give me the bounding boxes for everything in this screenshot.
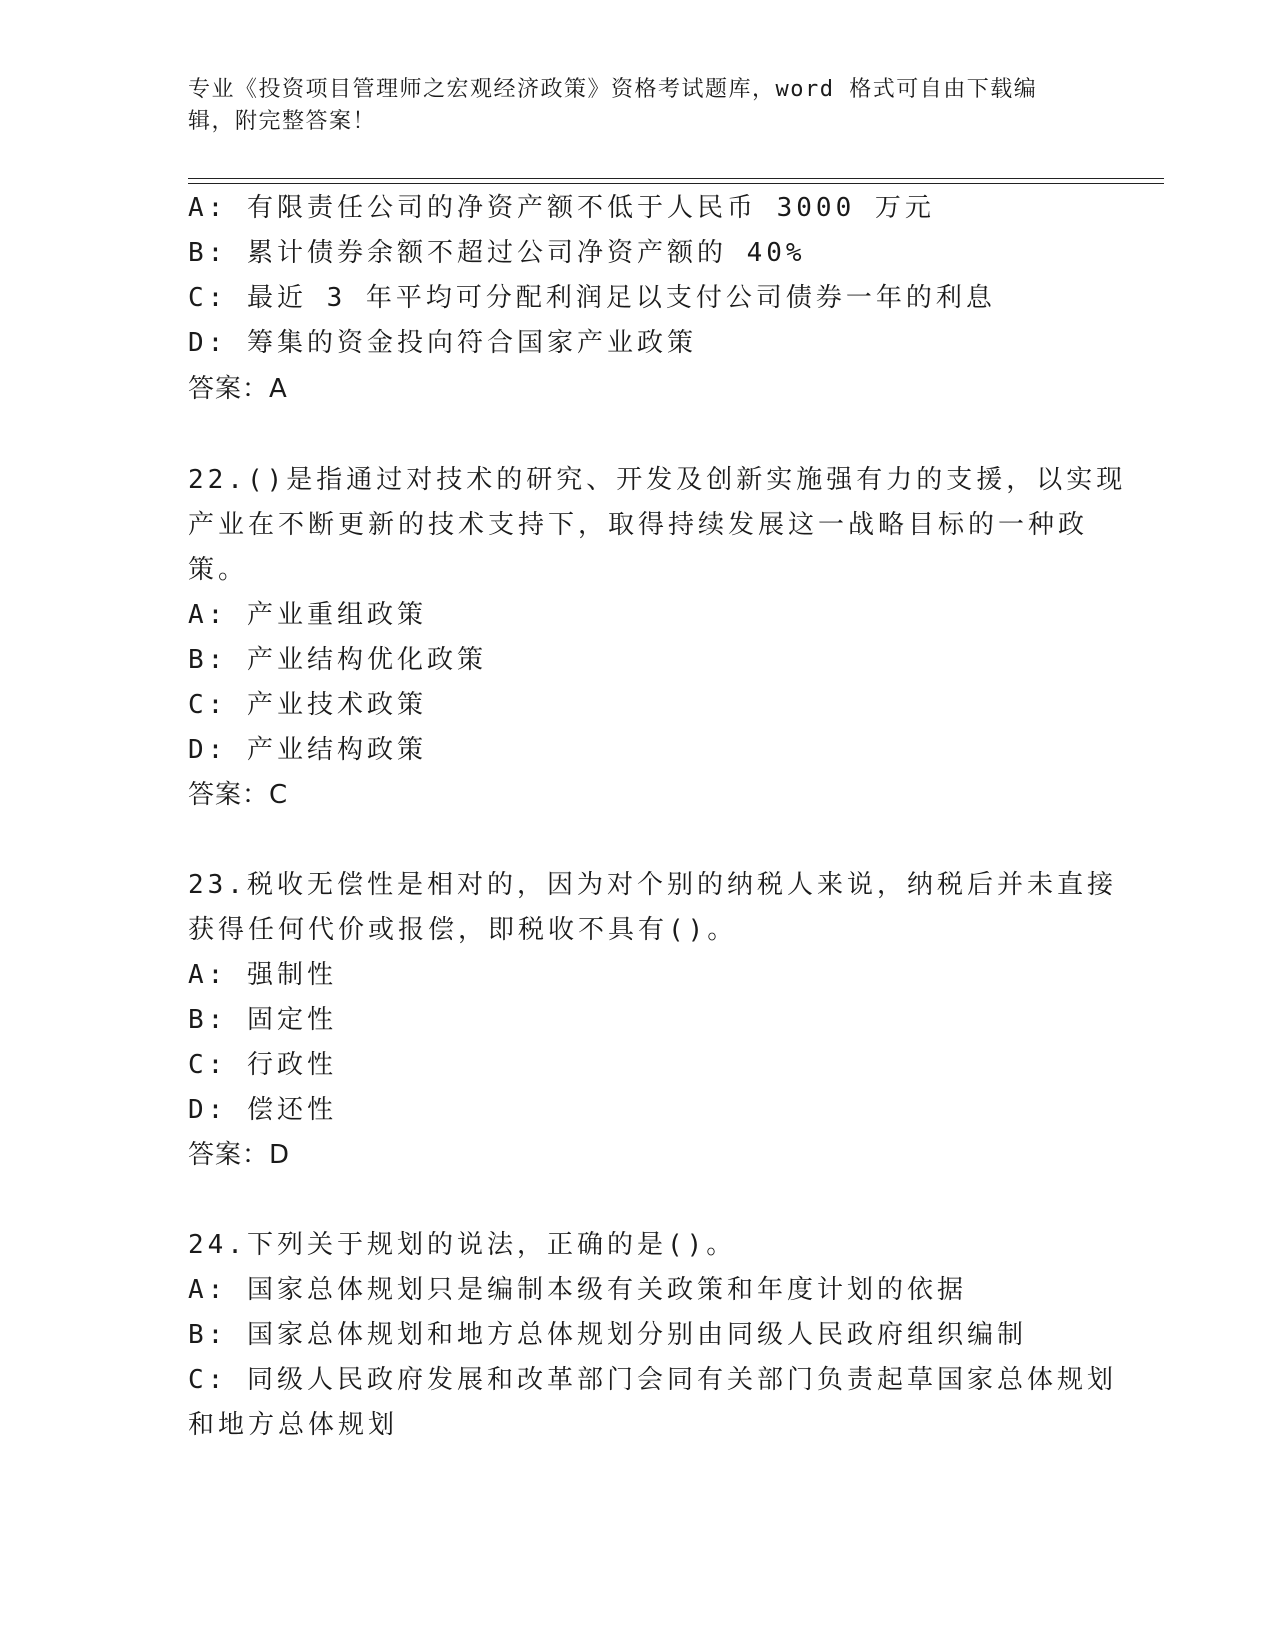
header-line-1: 专业《投资项目管理师之宏观经济政策》资格考试题库，word 格式可自由下载编 xyxy=(188,77,1038,102)
q23-option-c: C: 行政性 xyxy=(188,1050,337,1080)
q23-option-d: D: 偿还性 xyxy=(188,1095,337,1125)
q21-option-d: D: 筹集的资金投向符合国家产业政策 xyxy=(188,328,697,358)
q23-option-b: B: 固定性 xyxy=(188,1005,337,1035)
q21-option-a: A: 有限责任公司的净资产额不低于人民币 3000 万元 xyxy=(188,193,935,223)
q24-option-b: B: 国家总体规划和地方总体规划分别由同级人民政府组织编制 xyxy=(188,1320,1027,1350)
q24-option-a: A: 国家总体规划只是编制本级有关政策和年度计划的依据 xyxy=(188,1275,967,1305)
q22-stem-line-3: 策。 xyxy=(188,555,249,585)
q22-option-a: A: 产业重组政策 xyxy=(188,600,427,630)
q22-option-b: B: 产业结构优化政策 xyxy=(188,645,487,675)
q24-option-c: C: 同级人民政府发展和改革部门会同有关部门负责起草国家总体规划 xyxy=(188,1365,1117,1395)
document-header xyxy=(188,74,1088,138)
header-rule-top xyxy=(188,178,1164,179)
q22-stem-line-1: 22.()是指通过对技术的研究、开发及创新实施强有力的支援，以实现 xyxy=(188,465,1127,495)
header-rule-bottom xyxy=(188,183,1164,184)
q23-answer: 答案：D xyxy=(188,1140,291,1170)
q22-answer: 答案：C xyxy=(188,780,289,810)
q21-answer: 答案：A xyxy=(188,374,288,404)
q24-option-c-continued: 和地方总体规划 xyxy=(188,1410,399,1440)
q22-stem-line-2: 产业在不断更新的技术支持下，取得持续发展这一战略目标的一种政 xyxy=(188,510,1089,540)
q22-option-c: C: 产业技术政策 xyxy=(188,690,427,720)
header-line-2: 辑，附完整答案！ xyxy=(188,109,377,134)
q23-option-a: A: 强制性 xyxy=(188,960,337,990)
q21-option-c: C: 最近 3 年平均可分配利润足以支付公司债券一年的利息 xyxy=(188,283,996,313)
q22-option-d: D: 产业结构政策 xyxy=(188,735,427,765)
q24-stem-line-1: 24.下列关于规划的说法，正确的是()。 xyxy=(188,1230,737,1260)
q21-option-b: B: 累计债券余额不超过公司净资产额的 40% xyxy=(188,238,806,268)
q23-stem-line-1: 23.税收无偿性是相对的，因为对个别的纳税人来说，纳税后并未直接 xyxy=(188,870,1117,900)
q23-stem-line-2: 获得任何代价或报偿，即税收不具有()。 xyxy=(188,915,738,945)
